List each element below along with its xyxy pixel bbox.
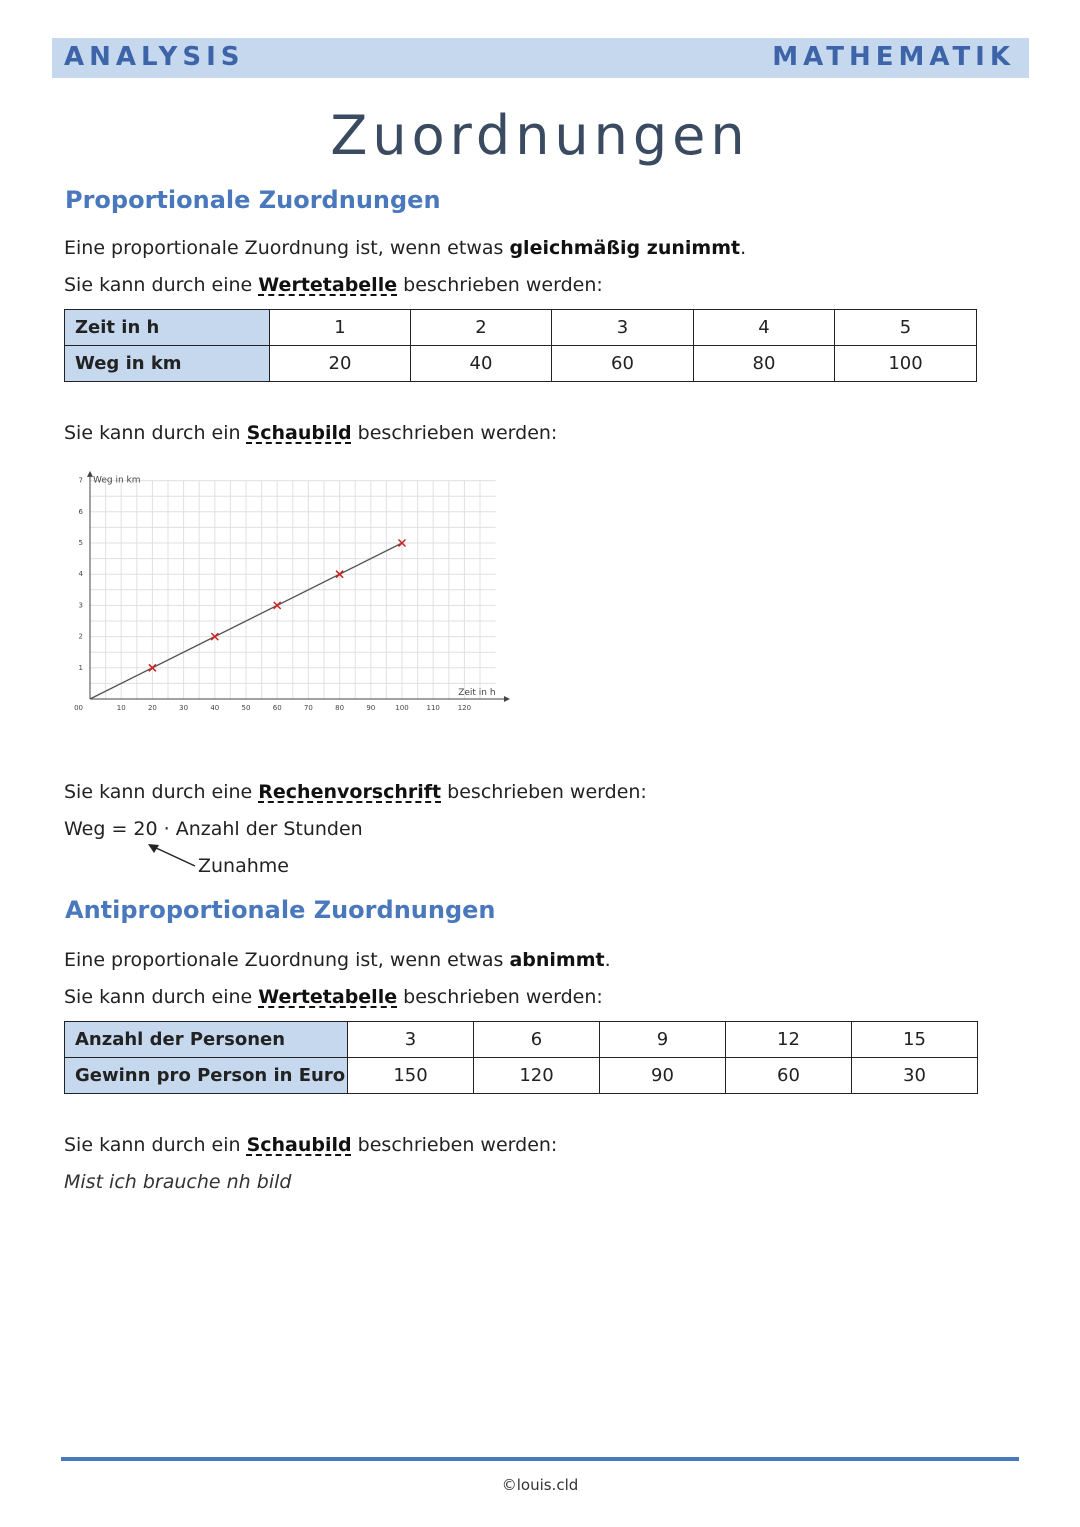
table-row-label: Zeit in h [65,310,270,346]
x-tick-label: 70 [303,704,313,712]
table-cell: 4 [694,310,835,346]
footer-divider [61,1457,1019,1461]
y-tick-label: 2 [78,632,83,641]
antiproportional-graph-intro: Sie kann durch ein Schaubild beschrieben werden: [64,1134,558,1156]
y-tick-label: 5 [78,539,83,547]
table-row-label: Anzahl der Personen [65,1022,348,1058]
y-tick-label: 7 [78,476,83,485]
y-tick-label: 3 [78,601,83,610]
antiproportional-definition: Eine proportionale Zuordnung ist, wenn etwas abnimmt. [64,949,611,971]
x-tick-label: 120 [457,704,472,712]
x-tick-label: 90 [366,704,376,712]
x-tick-label: 20 [147,704,157,712]
table-cell: 12 [726,1022,852,1058]
table-cell: 6 [474,1022,600,1058]
x-tick-label: 30 [179,704,189,712]
table-cell: 20 [270,346,411,382]
proportional-chart [70,465,510,715]
origin-label: 00 [74,704,83,712]
footer-copyright: ©louis.cld [501,1476,579,1494]
table-row [65,310,977,346]
table-cell: 40 [411,346,552,382]
table-cell: 100 [835,346,977,382]
table-cell: 150 [348,1058,474,1094]
antiproportional-note: Mist ich brauche nh bild [64,1171,292,1193]
header-bar [52,38,1029,78]
table-cell: 90 [600,1058,726,1094]
table-row-label: Weg in km [65,346,270,382]
y-axis-label: Weg in km [93,475,141,486]
x-axis-label: Zeit in h [458,688,496,698]
table-cell: 60 [552,346,694,382]
header-subject-analysis: ANALYSIS [64,42,245,72]
table-cell: 60 [726,1058,852,1094]
y-tick-label: 4 [78,570,83,579]
table-cell: 3 [348,1022,474,1058]
header-subject-mathematik: MATHEMATIK [772,42,1015,72]
table-cell: 9 [600,1022,726,1058]
table-cell: 5 [835,310,977,346]
table-cell: 80 [694,346,835,382]
x-tick-label: 110 [426,704,440,712]
section-title-proportional: Proportionale Zuordnungen [65,186,441,214]
table-cell: 2 [411,310,552,346]
proportional-table-intro: Sie kann durch eine Wertetabelle beschrieben werden: [64,274,603,296]
formula-arrow-icon [140,840,200,870]
section-title-antiproportional: Antiproportionale Zuordnungen [65,896,496,924]
proportional-formula: Weg = 20 · Anzahl der Stunden [64,818,363,840]
x-tick-label: 10 [116,704,126,712]
table-cell: 30 [852,1058,978,1094]
table-cell: 1 [270,310,411,346]
table-cell: 120 [474,1058,600,1094]
x-tick-label: 80 [335,704,345,712]
proportional-rule-intro: Sie kann durch eine Rechenvorschrift beschrieben werden: [64,781,647,803]
page-title: Zuordnungen [330,104,750,167]
proportional-value-table [64,309,977,382]
y-tick-label: 1 [78,663,83,672]
table-row [65,346,977,382]
antiproportional-value-table [64,1021,978,1094]
x-tick-label: 40 [210,704,220,712]
x-tick-label: 60 [272,704,282,712]
x-tick-label: 100 [395,704,409,712]
table-row [65,1022,978,1058]
proportional-graph-intro: Sie kann durch ein Schaubild beschrieben werden: [64,422,558,444]
x-tick-label: 50 [241,704,251,712]
y-tick-label: 6 [78,507,83,516]
antiproportional-table-intro: Sie kann durch eine Wertetabelle beschrieben werden: [64,986,603,1008]
x-axis-arrow-icon [504,696,510,702]
formula-note: Zunahme [198,855,289,877]
table-row [65,1058,978,1094]
table-row-label: Gewinn pro Person in Euro [65,1058,348,1094]
table-cell: 15 [852,1022,978,1058]
proportional-definition: Eine proportionale Zuordnung ist, wenn etwas gleichmäßig zunimmt. [64,237,747,259]
table-cell: 3 [552,310,694,346]
